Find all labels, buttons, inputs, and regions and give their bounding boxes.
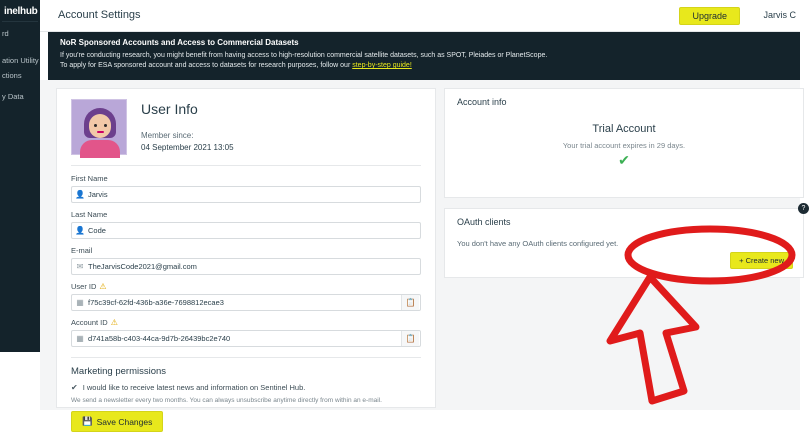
save-icon: 💾 [82, 416, 93, 427]
avatar [71, 99, 127, 155]
sponsored-accounts-banner [48, 32, 800, 80]
user-id-label-text: User ID [71, 282, 97, 291]
user-id-value: f75c39cf-62fd-436b-a36e-7698812ecae3 [88, 298, 224, 307]
member-since-date: 04 September 2021 13:05 [141, 143, 234, 152]
upgrade-button[interactable]: Upgrade [679, 7, 740, 25]
marketing-checkbox-row[interactable] [71, 383, 421, 392]
marketing-permissions-title: Marketing permissions [71, 366, 167, 377]
marketing-checkbox-label: I would like to receive latest news and information on Sentinel Hub. [82, 383, 306, 392]
top-bar [40, 0, 800, 32]
oauth-clients-card [444, 205, 806, 278]
account-info-title: Account info [457, 97, 507, 107]
id-icon: ▦ [76, 334, 84, 343]
user-icon: 👤 [75, 226, 85, 235]
copy-icon[interactable]: 📋 [401, 295, 419, 310]
warning-icon: ⚠ [110, 318, 118, 327]
sidebar-item-3[interactable]: ctions [2, 71, 22, 80]
save-changes-button[interactable] [71, 411, 163, 432]
email-label-text: E-mail [71, 246, 93, 255]
user-info-heading: User Info [141, 101, 198, 117]
banner-line-2-text: To apply for ESA sponsored account and access to datasets for research purposes, follow our [60, 62, 353, 70]
sidebar-divider [2, 21, 38, 22]
last-name-value: Code [88, 226, 106, 235]
first-name-label-text: First Name [71, 174, 108, 183]
account-info-card [444, 88, 804, 198]
field-account-id [71, 318, 421, 347]
field-email [71, 246, 421, 275]
checkmark-icon: ✔ [71, 383, 78, 392]
sentinel-hub-logo: inelhub [4, 6, 38, 17]
email-input[interactable] [71, 258, 421, 275]
last-name-input[interactable] [71, 222, 421, 239]
account-id-label [71, 318, 421, 327]
first-name-label [71, 174, 421, 183]
sidebar-item-4[interactable]: y Data [2, 92, 24, 101]
sidebar-item-2[interactable]: ation Utility [2, 56, 39, 65]
account-id-label-text: Account ID [71, 318, 108, 327]
field-last-name [71, 210, 421, 239]
user-info-card [56, 88, 436, 427]
banner-line-1: If you're conducting research, you might benefit from having access to high-resolution commercial satellite datasets, such as SPOT, Pleiades or PlanetScope. [60, 52, 548, 59]
email-label [71, 246, 421, 255]
marketing-divider [71, 357, 421, 358]
member-since-label: Member since: [141, 131, 194, 140]
email-value: TheJarvisCode2021@gmail.com [88, 262, 197, 271]
banner-title: NoR Sponsored Accounts and Access to Commercial Datasets [60, 38, 299, 47]
user-header-text [141, 99, 234, 152]
user-menu[interactable]: Jarvis C [763, 10, 796, 20]
main-content [40, 80, 806, 427]
user-id-label [71, 282, 421, 291]
id-icon: ▦ [76, 298, 84, 307]
step-by-step-guide-link[interactable]: step-by-step guide! [352, 62, 412, 70]
help-icon[interactable]: ? [798, 203, 809, 214]
last-name-label [71, 210, 421, 219]
trial-account-title: Trial Account [592, 123, 656, 135]
field-user-id [71, 282, 421, 311]
trial-expiry-text: Your trial account expires in 29 days. [562, 141, 686, 150]
first-name-value: Jarvis [88, 190, 108, 199]
left-sidebar [0, 0, 40, 410]
user-id-input[interactable] [71, 294, 421, 311]
page-title: Account Settings [58, 9, 141, 21]
envelope-icon: ✉ [76, 262, 84, 271]
field-first-name [71, 174, 421, 203]
create-new-button[interactable]: + Create new [730, 252, 793, 269]
account-id-value: d741a58b-c403-44ca-9d7b-26439bc2e740 [88, 334, 231, 343]
warning-icon: ⚠ [99, 282, 107, 291]
user-header [71, 99, 421, 155]
oauth-empty-note: You don't have any OAuth clients configured yet. [457, 239, 619, 248]
banner-line-2 [60, 61, 790, 71]
oauth-clients-title: OAuth clients [457, 217, 511, 227]
success-check-icon: ✔ [618, 152, 630, 168]
last-name-label-text: Last Name [71, 210, 108, 219]
first-name-input[interactable] [71, 186, 421, 203]
save-changes-label: Save Changes [96, 416, 153, 427]
marketing-note: We send a newsletter every two months. You can always unsubscribe anytime directly from within an e-mail. [71, 397, 382, 404]
user-icon: 👤 [75, 190, 85, 199]
sidebar-item-0[interactable]: rd [2, 29, 9, 38]
sidebar-item-1[interactable] [0, 41, 40, 47]
user-info-divider [71, 165, 421, 166]
account-id-input[interactable] [71, 330, 421, 347]
copy-icon[interactable]: 📋 [401, 331, 419, 346]
